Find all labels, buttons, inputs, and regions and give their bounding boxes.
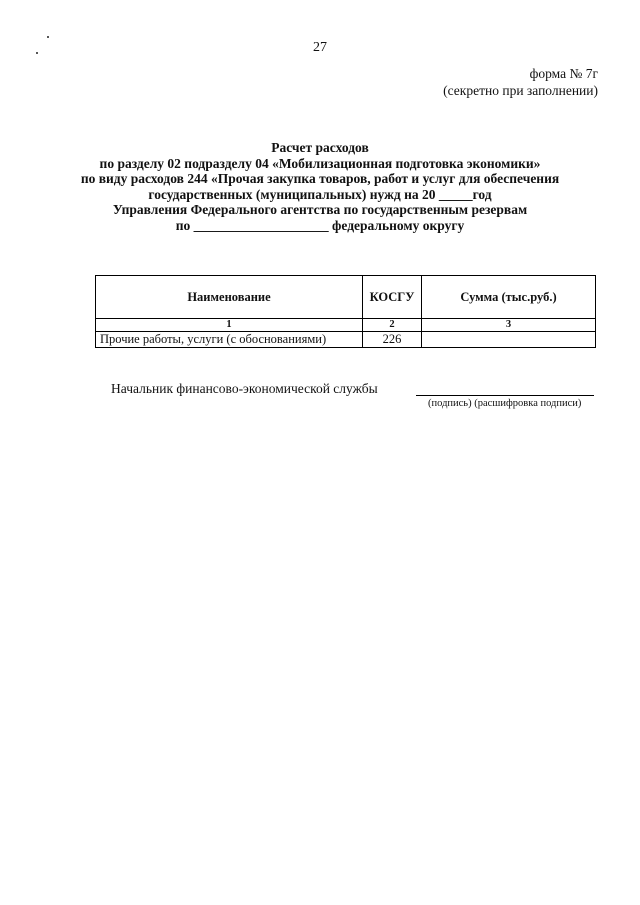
table-row [96,332,596,348]
document-title [0,140,640,234]
title-line: Расчет расходов [271,140,369,155]
column-number: 2 [363,319,422,332]
column-number: 1 [96,319,363,332]
header-sum: Сумма (тыс.руб.) [422,276,596,319]
row-sum-cell [422,332,596,348]
secret-note: (секретно при заполнении) [443,83,598,98]
scan-speck [36,52,38,54]
row-kosgu-cell: 226 [363,332,422,348]
title-line: по разделу 02 подразделу 04 «Мобилизационная подготовка экономики» [99,155,541,171]
column-number: 3 [422,319,596,332]
signature-position: Начальник финансово-экономической службы [111,381,378,396]
title-line: по виду расходов 244 «Прочая закупка товаров, работ и услуг для обеспечения [80,171,560,187]
title-line: Управления Федерального агентства по государственным резервам [112,202,528,218]
signature-line [416,395,594,396]
page-number: 27 [313,40,327,55]
title-line: государственных (муниципальных) нужд на 20 _____год [148,186,492,202]
table-header-row [96,276,596,319]
signature-caption: (подпись) (расшифровка подписи) [428,398,582,409]
scan-speck [47,36,49,38]
title-line: по ____________________ федеральному округу [175,217,465,233]
header-name: Наименование [96,276,363,319]
form-label: форма № 7г [529,66,598,81]
column-number-row [96,319,596,332]
header-kosgu: КОСГУ [363,276,422,319]
row-name-cell: Прочие работы, услуги (с обоснованиями) [96,332,363,348]
expenses-table [95,275,596,348]
